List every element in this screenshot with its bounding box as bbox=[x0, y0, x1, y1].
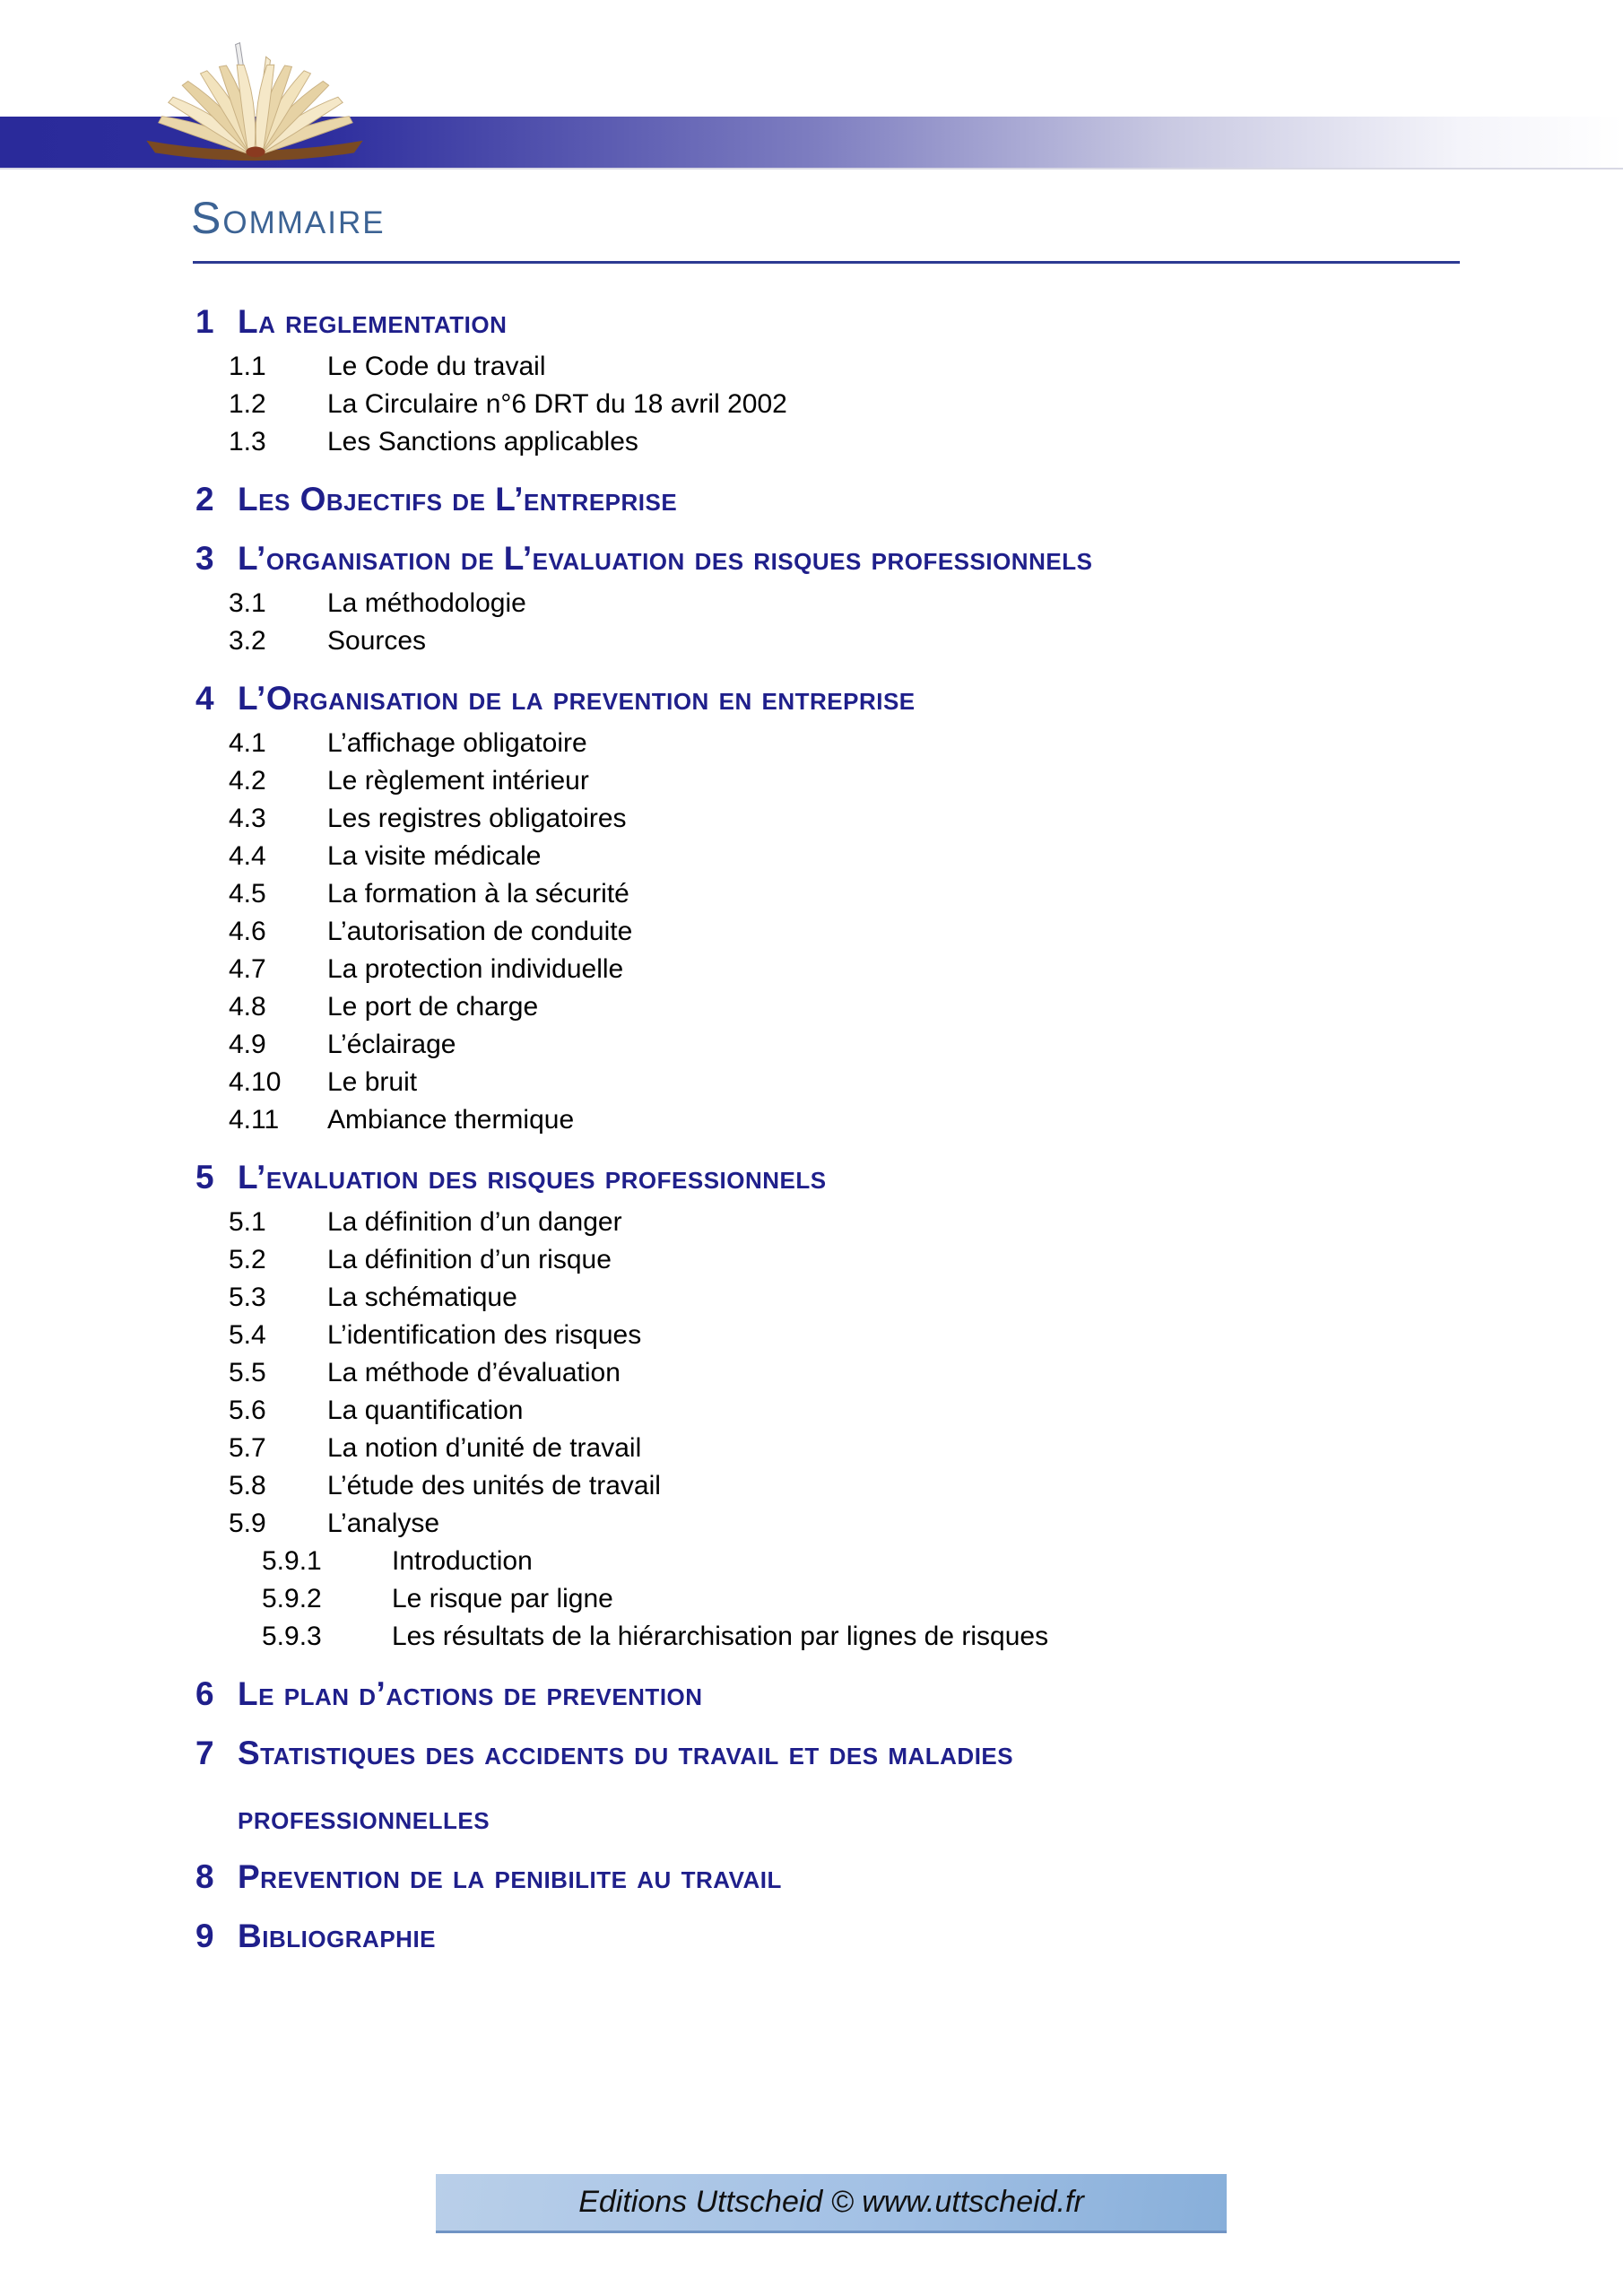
footer-text: Editions Uttscheid © www.uttscheid.fr bbox=[578, 2185, 1084, 2219]
toc-entry-label: La visite médicale bbox=[327, 841, 542, 871]
toc-section-entry bbox=[195, 301, 1623, 343]
toc-subsection-entry bbox=[229, 800, 1623, 838]
toc-entry-label: La méthode d’évaluation bbox=[327, 1358, 621, 1387]
toc-entry-number: 2 bbox=[195, 481, 215, 517]
toc-subsection-entry bbox=[262, 1580, 1623, 1618]
toc-subsection-entry bbox=[229, 1101, 1623, 1139]
toc-entry-label: Les Objectifs de L’entreprise bbox=[238, 481, 678, 517]
toc-entry-label: L’identification des risques bbox=[327, 1320, 642, 1350]
toc-section-entry bbox=[195, 1916, 1623, 1957]
toc-subsection-entry bbox=[229, 1430, 1623, 1467]
toc-entry-number: 1 bbox=[195, 303, 215, 340]
toc-subsection-entry bbox=[229, 585, 1623, 622]
toc-entry-number: 5.9.2 bbox=[262, 1584, 322, 1613]
toc-subsection-entry bbox=[262, 1543, 1623, 1580]
toc-entry-number: 4.1 bbox=[229, 728, 266, 758]
toc-entry-label: Les résultats de la hiérarchisation par lignes de risques bbox=[392, 1622, 1049, 1651]
toc-entry-label: La définition d’un risque bbox=[327, 1245, 612, 1274]
toc-subsection-entry bbox=[229, 1241, 1623, 1279]
toc-entry-label: L’éclairage bbox=[327, 1030, 456, 1059]
toc-entry-label: Les Sanctions applicables bbox=[327, 427, 638, 457]
toc-entry-number: 1.2 bbox=[229, 389, 266, 419]
toc-entry-number: 5.1 bbox=[229, 1207, 266, 1237]
toc-entry-number: 4.11 bbox=[229, 1105, 280, 1135]
toc-subsection-entry bbox=[229, 1279, 1623, 1317]
toc-entry-label: Le Code du travail bbox=[327, 352, 546, 381]
toc-section-entry bbox=[195, 1157, 1623, 1198]
toc-subsection-entry bbox=[229, 423, 1623, 461]
toc-entry-label: Ambiance thermique bbox=[327, 1105, 575, 1135]
toc-entry-number: 4.5 bbox=[229, 879, 266, 909]
toc-entry-number: 4.8 bbox=[229, 992, 266, 1022]
toc-entry-label: L’organisation de L’evaluation des risques professionnels bbox=[238, 540, 1093, 577]
toc-subsection-entry bbox=[229, 1467, 1623, 1505]
toc-entry-number: 3.2 bbox=[229, 626, 266, 656]
toc-entry-number: 4.3 bbox=[229, 804, 266, 833]
toc-entry-number: 3.1 bbox=[229, 588, 266, 618]
toc-entry-number: 1.3 bbox=[229, 427, 266, 457]
toc-subsection-entry bbox=[229, 1064, 1623, 1101]
toc-subsection-entry bbox=[229, 1354, 1623, 1392]
toc-entry-label: Prevention de la penibilite au travail bbox=[238, 1858, 782, 1895]
toc-entry-label: L’étude des unités de travail bbox=[327, 1471, 661, 1500]
toc-entry-number: 5.2 bbox=[229, 1245, 266, 1274]
toc-entry-number: 4.9 bbox=[229, 1030, 266, 1059]
toc-entry-number: 5.9.3 bbox=[262, 1622, 322, 1651]
toc-entry-number: 5.5 bbox=[229, 1358, 266, 1387]
toc-entry-label: L’evaluation des risques professionnels bbox=[238, 1159, 827, 1196]
toc-entry-label: La notion d’unité de travail bbox=[327, 1433, 642, 1463]
toc-subsection-entry bbox=[229, 1392, 1623, 1430]
toc-entry-number: 1.1 bbox=[229, 352, 266, 381]
toc-entry-label: Le plan d’actions de prevention bbox=[238, 1675, 703, 1712]
toc-entry-number: 4.10 bbox=[229, 1067, 282, 1097]
toc-entry-number: 7 bbox=[195, 1735, 215, 1771]
toc-entry-number: 4.2 bbox=[229, 766, 266, 796]
toc-entry-label: La méthodologie bbox=[327, 588, 526, 618]
toc-subsection-entry bbox=[229, 725, 1623, 762]
toc-subsection-entry bbox=[229, 1317, 1623, 1354]
toc-entry-label: La protection individuelle bbox=[327, 954, 624, 984]
toc-entry-number: 5.4 bbox=[229, 1320, 266, 1350]
toc-entry-number: 5.9.1 bbox=[262, 1546, 322, 1576]
table-of-contents bbox=[0, 283, 1623, 1962]
open-book-image bbox=[124, 36, 386, 163]
toc-entry-number: 4.4 bbox=[229, 841, 266, 871]
toc-entry-label: Introduction bbox=[392, 1546, 533, 1576]
toc-subsection-entry bbox=[229, 913, 1623, 951]
toc-entry-number: 5.3 bbox=[229, 1283, 266, 1312]
toc-subsection-entry bbox=[229, 988, 1623, 1026]
title-divider bbox=[193, 261, 1460, 264]
toc-subsection-entry bbox=[262, 1618, 1623, 1656]
toc-entry-number: 4.6 bbox=[229, 917, 266, 946]
toc-entry-label: La définition d’un danger bbox=[327, 1207, 622, 1237]
toc-section-entry bbox=[195, 1857, 1623, 1898]
toc-entry-label: La reglementation bbox=[238, 303, 508, 340]
toc-entry-label: La formation à la sécurité bbox=[327, 879, 629, 909]
toc-entry-label: Le risque par ligne bbox=[392, 1584, 613, 1613]
toc-subsection-entry bbox=[229, 1505, 1623, 1543]
toc-entry-number: 4 bbox=[195, 680, 215, 717]
toc-subsection-entry bbox=[229, 622, 1623, 660]
toc-subsection-entry bbox=[229, 348, 1623, 386]
toc-entry-number: 8 bbox=[195, 1858, 215, 1895]
toc-entry-number: 5.9 bbox=[229, 1509, 266, 1538]
toc-entry-number: 6 bbox=[195, 1675, 215, 1712]
toc-entry-number: 3 bbox=[195, 540, 215, 577]
toc-subsection-entry bbox=[229, 762, 1623, 800]
toc-entry-number: 9 bbox=[195, 1918, 215, 1954]
toc-entry-label: Bibliographie bbox=[238, 1918, 437, 1954]
toc-entry-label: L’autorisation de conduite bbox=[327, 917, 633, 946]
toc-entry-label: Le règlement intérieur bbox=[327, 766, 589, 796]
toc-entry-number: 5.7 bbox=[229, 1433, 266, 1463]
toc-entry-label: Le bruit bbox=[327, 1067, 418, 1097]
toc-entry-label: La quantification bbox=[327, 1396, 524, 1425]
toc-section-entry bbox=[195, 1733, 1623, 1839]
toc-section-entry bbox=[195, 1674, 1623, 1715]
toc-subsection-entry bbox=[229, 1204, 1623, 1241]
toc-subsection-entry bbox=[229, 875, 1623, 913]
toc-entry-number: 5 bbox=[195, 1159, 215, 1196]
toc-section-entry bbox=[195, 538, 1623, 579]
toc-entry-label: Le port de charge bbox=[327, 992, 539, 1022]
toc-subsection-entry bbox=[229, 951, 1623, 988]
page-title: Sommaire bbox=[191, 193, 386, 243]
toc-subsection-entry bbox=[229, 838, 1623, 875]
toc-entry-label: Sources bbox=[327, 626, 427, 656]
toc-section-entry bbox=[195, 678, 1623, 719]
toc-subsection-entry bbox=[229, 1026, 1623, 1064]
toc-entry-number: 5.6 bbox=[229, 1396, 266, 1425]
toc-entry-number: 4.7 bbox=[229, 954, 266, 984]
toc-entry-label: La Circulaire n°6 DRT du 18 avril 2002 bbox=[327, 389, 787, 419]
toc-entry-label: La schématique bbox=[327, 1283, 517, 1312]
toc-entry-label: L’analyse bbox=[327, 1509, 440, 1538]
toc-entry-label: Les registres obligatoires bbox=[327, 804, 627, 833]
toc-entry-label: L’affichage obligatoire bbox=[327, 728, 587, 758]
toc-entry-label: Statistiques des accidents du travail et des maladies professionnelles bbox=[238, 1735, 1014, 1836]
toc-subsection-entry bbox=[229, 386, 1623, 423]
toc-entry-number: 5.8 bbox=[229, 1471, 266, 1500]
page-footer bbox=[436, 2174, 1227, 2233]
toc-entry-label: L’Organisation de la prevention en entreprise bbox=[238, 680, 916, 717]
toc-section-entry bbox=[195, 479, 1623, 520]
